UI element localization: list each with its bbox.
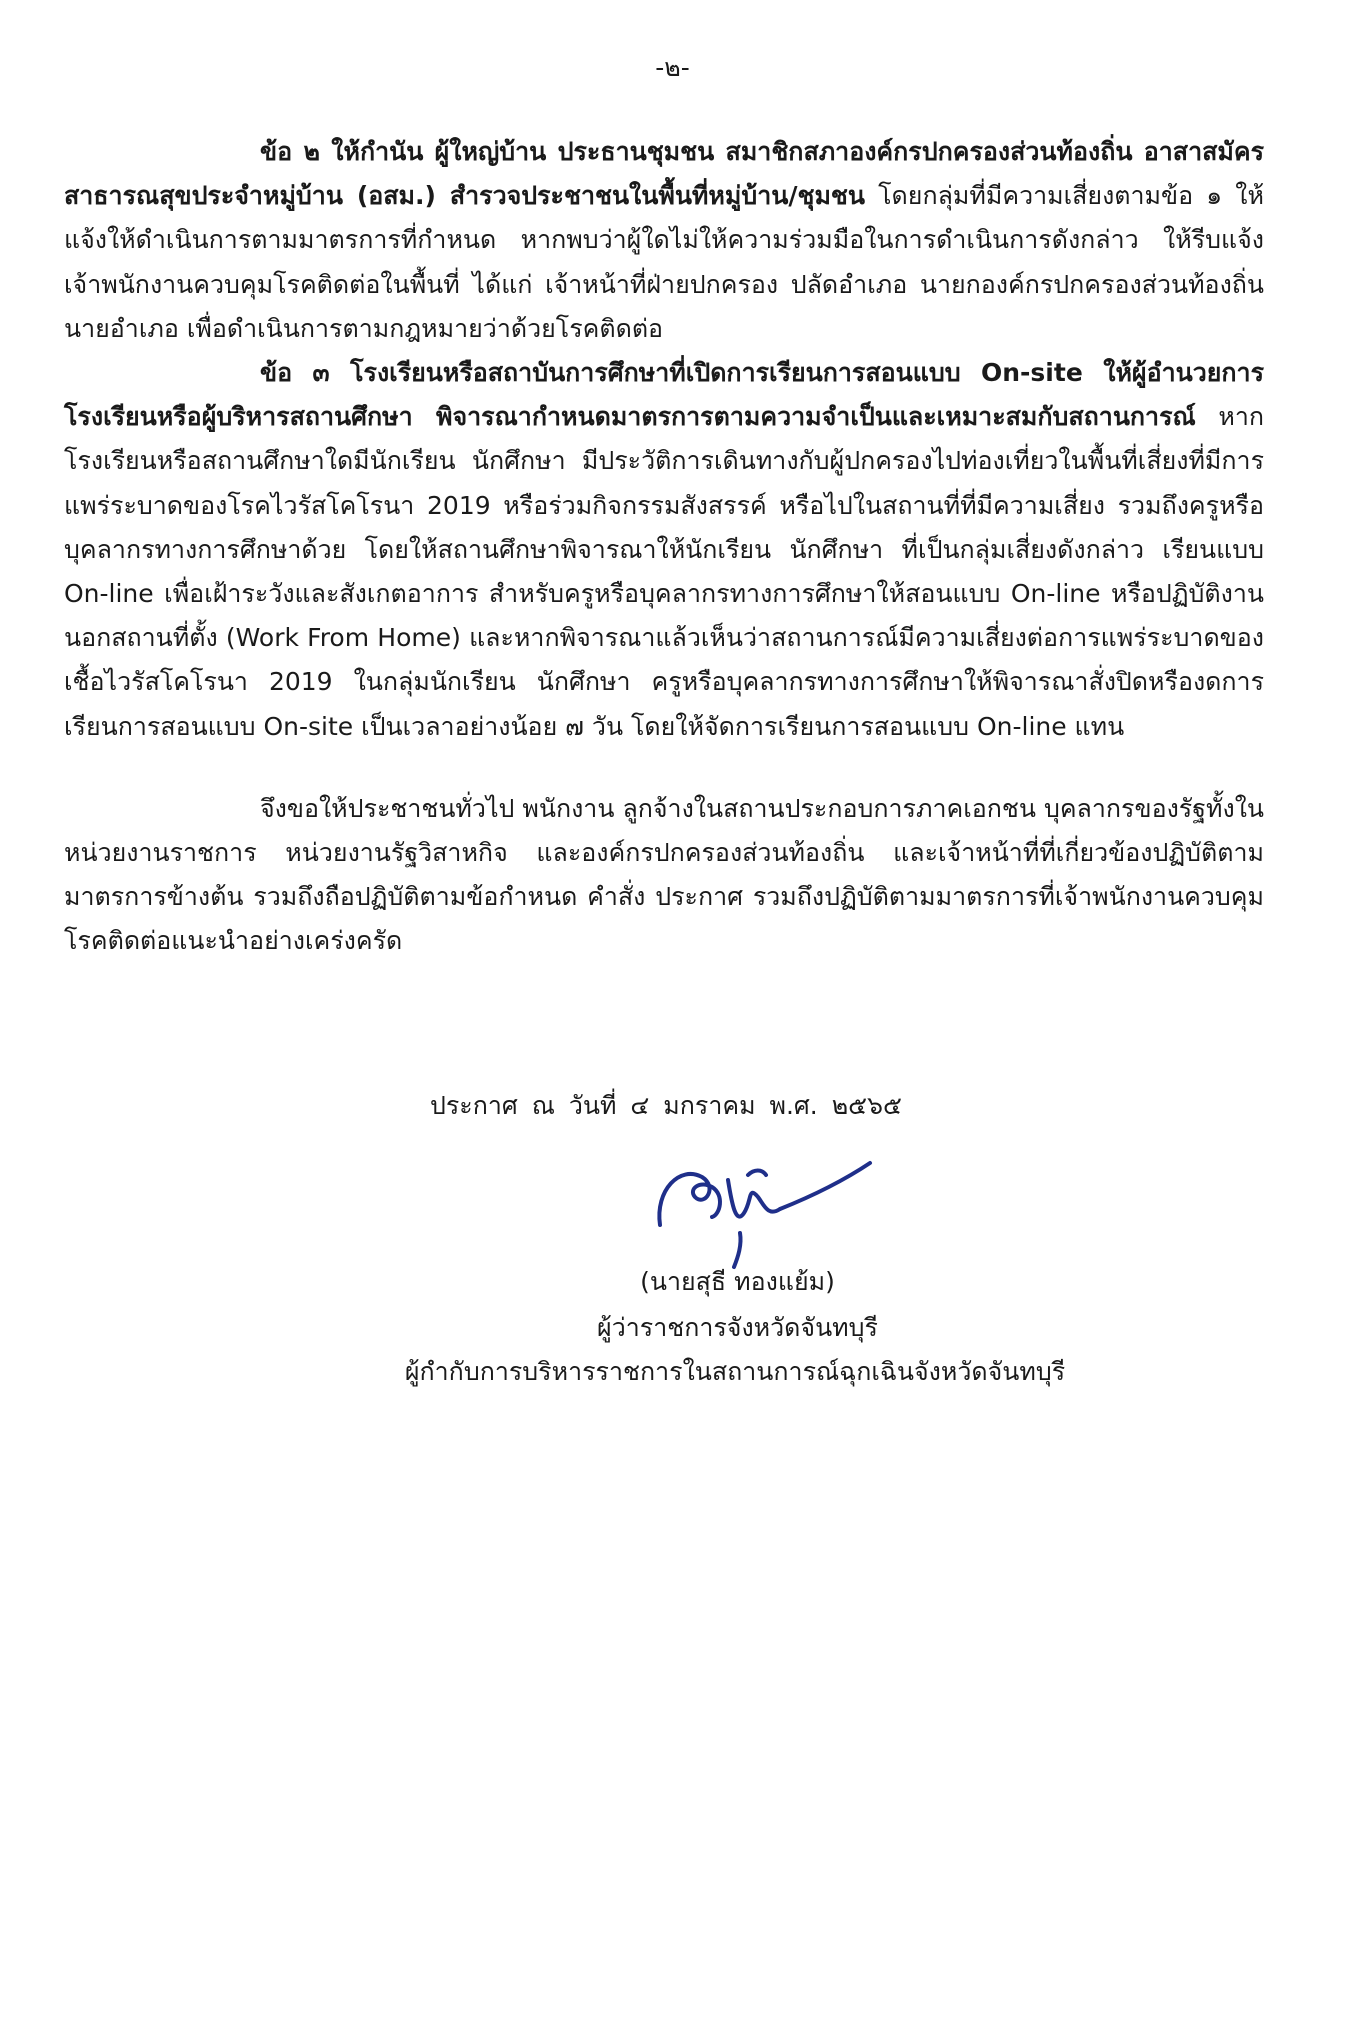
handwritten-signature bbox=[640, 1135, 940, 1275]
clause-2-heading: ข้อ ๒ ให้กำนัน ผู้ใหญ่บ้าน ประธานชุมชน สมาชิกสภาองค์กรปกครองส่วนท้องถิ่น อาสาสมัครสาธารณสุขประจำหมู่บ้าน (อสม.) สำรวจประชาชนในพื้นที่หมู่บ้าน/ชุมชน bbox=[64, 137, 1264, 211]
page-number: -๒- bbox=[655, 53, 690, 82]
closing-paragraph: จึงขอให้ประชาชนทั่วไป พนักงาน ลูกจ้างในสถานประกอบการภาคเอกชน บุคลากรของรัฐทั้งในหน่วยงานราชการ หน่วยงานรัฐวิสาหกิจ และองค์กรปกครองส่วนท้องถิ่น และเจ้าหน้าที่ที่เกี่ยวข้องปฏิบัติตามมาตรการข้างต้น รวมถึงถือปฏิบัติตามข้อกำหนด คำสั่ง ประกาศ รวมถึงปฏิบัติตามมาตรการที่เจ้าพนักงานควบคุมโรคติดต่อแนะนำอย่างเคร่งครัด bbox=[64, 793, 1264, 956]
announcement-date: ประกาศ ณ วันที่ ๔ มกราคม พ.ศ. ๒๕๖๕ bbox=[430, 1091, 902, 1120]
signer-name: (นายสุธี ทองแย้ม) bbox=[640, 1267, 835, 1296]
clause-3-paragraph bbox=[64, 351, 1264, 749]
document-body bbox=[64, 130, 1264, 964]
clause-2-paragraph bbox=[64, 130, 1264, 351]
signer-title: ผู้ว่าราชการจังหวัดจันทบุรี bbox=[597, 1313, 878, 1342]
clause-3-heading: ข้อ ๓ โรงเรียนหรือสถาบันการศึกษาที่เปิดการเรียนการสอนแบบ On-site ให้ผู้อำนวยการโรงเรียนหรือผู้บริหารสถานศึกษา พิจารณากำหนดมาตรการตามความจำเป็นและเหมาะสมกับสถานการณ์ bbox=[64, 358, 1264, 432]
signer-subtitle: ผู้กำกับการบริหารราชการในสถานการณ์ฉุกเฉินจังหวัดจันทบุรี bbox=[404, 1357, 1066, 1386]
clause-2-text: โดยกลุ่มที่มีความเสี่ยงตามข้อ ๑ ให้แจ้งให้ดำเนินการตามมาตรการที่กำหนด หากพบว่าผู้ใดไม่ให้ความร่วมมือในการดำเนินการดังกล่าว ให้รีบแจ้งเจ้าพนักงานควบคุมโรคติดต่อในพื้นที่ ได้แก่ เจ้าหน้าที่ฝ่ายปกครอง ปลัดอำเภอ นายกองค์กรปกครองส่วนท้องถิ่น นายอำเภอ เพื่อดำเนินการตามกฎหมายว่าด้วยโรคติดต่อ bbox=[64, 181, 1264, 343]
clause-3-text: หากโรงเรียนหรือสถานศึกษาใดมีนักเรียน นักศึกษา มีประวัติการเดินทางกับผู้ปกครองไปท่องเที่ยวในพื้นที่เสี่ยงที่มีการแพร่ระบาดของโรคไวรัสโคโรนา 2019 หรือร่วมกิจกรรมสังสรรค์ หรือไปในสถานที่ที่มีความเสี่ยง รวมถึงครูหรือบุคลากรทางการศึกษาด้วย โดยให้สถานศึกษาพิจารณาให้นักเรียน นักศึกษา ที่เป็นกลุ่มเสี่ยงดังกล่าว เรียนแบบ On-line เพื่อเฝ้าระวังและสังเกตอาการ สำหรับครูหรือบุคลากรทางการศึกษาให้สอนแบบ On-line หรือปฏิบัติงานนอกสถานที่ตั้ง (Work From Home) และหากพิจารณาแล้วเห็นว่าสถานการณ์มีความเสี่ยงต่อการแพร่ระบาดของเชื้อไวรัสโคโรนา 2019 ในกลุ่มนักเรียน นักศึกษา ครูหรือบุคลากรทางการศึกษาให้พิจารณาสั่งปิดหรืองดการเรียนการสอนแบบ On-site เป็นเวลาอย่างน้อย ๗ วัน โดยให้จัดการเรียนการสอนแบบ On-line แทน bbox=[64, 402, 1264, 741]
paragraph-gap bbox=[64, 749, 1264, 787]
